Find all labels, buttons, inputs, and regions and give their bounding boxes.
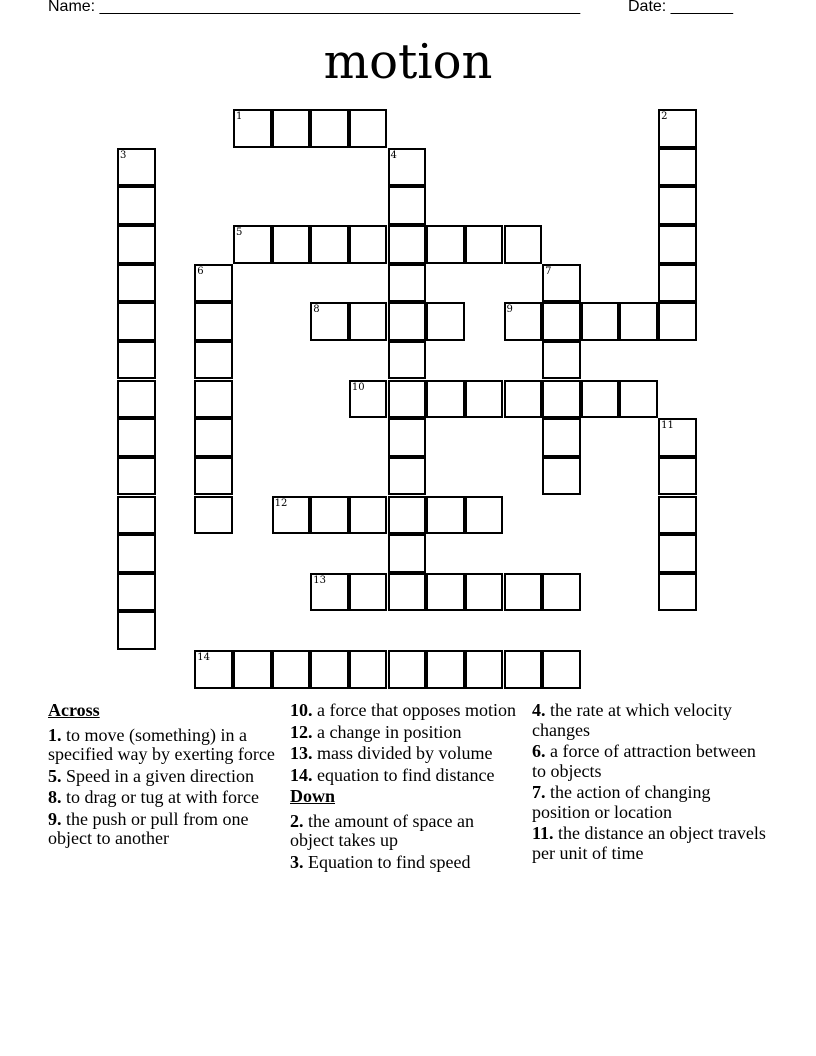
grid-cell[interactable]	[542, 457, 581, 496]
date-field-label: Date: _______	[628, 0, 733, 15]
grid-cell[interactable]	[581, 380, 620, 419]
grid-cell[interactable]	[117, 341, 156, 380]
grid-cell[interactable]	[465, 650, 504, 689]
grid-cell[interactable]	[658, 264, 697, 303]
grid-cell[interactable]	[504, 225, 543, 264]
cell-number: 12	[274, 497, 288, 509]
grid-cell[interactable]	[504, 380, 543, 419]
grid-cell[interactable]	[194, 457, 233, 496]
grid-cell[interactable]	[388, 225, 427, 264]
across-clue-9: 9. the push or pull from one object to another	[48, 808, 249, 848]
grid-cell[interactable]	[658, 534, 697, 573]
cell-number: 13	[313, 574, 326, 586]
name-field-label: Name: ______________________________________________________	[48, 0, 581, 15]
down-clue-11: 11. the distance an object travels per unit of time	[532, 823, 766, 863]
grid-cell[interactable]	[426, 573, 465, 612]
grid-cell[interactable]	[542, 264, 581, 303]
grid-cell[interactable]	[117, 573, 156, 612]
grid-cell[interactable]	[117, 264, 156, 303]
grid-cell[interactable]	[349, 302, 388, 341]
puzzle-title: motion	[323, 34, 493, 90]
grid-cell[interactable]	[658, 225, 697, 264]
cell-number: 6	[197, 265, 204, 277]
grid-cell[interactable]	[658, 302, 697, 341]
across-heading: Across	[48, 700, 100, 720]
grid-cell[interactable]	[117, 611, 156, 650]
grid-cell[interactable]	[388, 534, 427, 573]
grid-cell[interactable]	[388, 457, 427, 496]
cell-number: 2	[661, 111, 668, 122]
across-clue-14: 14. equation to find distance	[290, 764, 495, 785]
grid-cell[interactable]	[117, 380, 156, 419]
cell-number: 4	[390, 149, 397, 161]
grid-cell[interactable]	[349, 496, 388, 535]
grid-cell[interactable]	[310, 496, 349, 535]
down-clue-6: 6. a force of attraction between to objects	[532, 741, 756, 781]
grid-cell[interactable]	[504, 573, 543, 612]
grid-cell[interactable]	[272, 650, 311, 689]
down-clue-7: 7. the action of changing position or location	[532, 782, 711, 822]
down-clue-3: 3. Equation to find speed	[290, 851, 471, 872]
clue-column-2	[290, 701, 520, 874]
grid-cell[interactable]	[388, 341, 427, 380]
grid-cell[interactable]	[310, 302, 349, 341]
grid-cell[interactable]	[233, 650, 272, 689]
grid-cell[interactable]	[542, 418, 581, 457]
grid-cell[interactable]	[233, 109, 272, 148]
grid-cell[interactable]	[388, 650, 427, 689]
cell-number: 14	[197, 652, 211, 664]
grid-cell[interactable]	[658, 496, 697, 535]
grid-cell[interactable]	[426, 302, 465, 341]
grid-cell[interactable]	[117, 186, 156, 225]
grid-cell[interactable]	[117, 148, 156, 187]
across-clue-5: 5. Speed in a given direction	[48, 765, 254, 786]
grid-cell[interactable]	[658, 573, 697, 612]
grid-cell[interactable]	[388, 264, 427, 303]
grid-cell[interactable]	[272, 109, 311, 148]
down-clue-2: 2. the amount of space an object takes up	[290, 810, 474, 850]
grid-cell[interactable]	[349, 573, 388, 612]
grid-cell[interactable]	[233, 225, 272, 264]
grid-cell[interactable]	[465, 573, 504, 612]
grid-cell[interactable]	[542, 573, 581, 612]
grid-cell[interactable]	[194, 418, 233, 457]
grid-cell[interactable]	[658, 418, 697, 457]
grid-cell[interactable]	[388, 573, 427, 612]
grid-cell[interactable]	[194, 380, 233, 419]
grid-cell[interactable]	[426, 496, 465, 535]
grid-cell[interactable]	[310, 573, 349, 612]
grid-cell[interactable]	[542, 380, 581, 419]
grid-cell[interactable]	[388, 380, 427, 419]
cell-number: 9	[506, 304, 513, 316]
grid-cell[interactable]	[465, 496, 504, 535]
grid-cell[interactable]	[619, 302, 658, 341]
grid-cell[interactable]	[465, 380, 504, 419]
grid-cell[interactable]	[117, 225, 156, 264]
grid-cell[interactable]	[658, 109, 697, 148]
grid-cell[interactable]	[388, 302, 427, 341]
across-clue-13: 13. mass divided by volume	[290, 743, 493, 763]
across-clue-1: 1. to move (something) in a specified way by exerting force	[48, 724, 275, 764]
across-clue-8: 8. to drag or tug at with force	[48, 787, 259, 807]
grid-cell[interactable]	[388, 186, 427, 225]
grid-cell[interactable]	[619, 380, 658, 419]
grid-cell[interactable]	[194, 264, 233, 303]
cell-number: 11	[661, 420, 674, 432]
grid-cell[interactable]	[426, 225, 465, 264]
grid-cell[interactable]	[117, 534, 156, 573]
grid-cell[interactable]	[272, 225, 311, 264]
grid-cell[interactable]	[349, 225, 388, 264]
grid-cell[interactable]	[349, 650, 388, 689]
cell-number: 10	[351, 381, 365, 393]
across-clue-12: 12. a change in position	[290, 721, 462, 742]
grid-cell[interactable]	[504, 302, 543, 341]
grid-cell[interactable]	[504, 650, 543, 689]
grid-cell[interactable]	[194, 302, 233, 341]
grid-cell[interactable]	[658, 186, 697, 225]
clue-column-3	[532, 701, 768, 865]
grid-cell[interactable]	[581, 302, 620, 341]
grid-cell[interactable]	[426, 380, 465, 419]
grid-cell[interactable]	[194, 341, 233, 380]
grid-cell[interactable]	[117, 457, 156, 496]
grid-cell[interactable]	[388, 418, 427, 457]
grid-cell[interactable]	[349, 380, 388, 419]
cell-number: 8	[313, 304, 320, 316]
grid-cell[interactable]	[310, 650, 349, 689]
grid-cell[interactable]	[310, 225, 349, 264]
cell-number: 1	[235, 111, 243, 122]
grid-cell[interactable]	[349, 109, 388, 148]
grid-cell[interactable]	[194, 650, 233, 689]
cell-number: 7	[545, 265, 552, 277]
grid-cell[interactable]	[194, 496, 233, 535]
grid-cell[interactable]	[272, 496, 311, 535]
grid-cell[interactable]	[310, 109, 349, 148]
grid-cell[interactable]	[117, 302, 156, 341]
down-clue-4: 4. the rate at which velocity changes	[532, 700, 732, 740]
grid-cell[interactable]	[542, 341, 581, 380]
grid-cell[interactable]	[388, 148, 427, 187]
cell-number: 5	[235, 226, 243, 238]
grid-cell[interactable]	[388, 496, 427, 535]
grid-cell[interactable]	[542, 650, 581, 689]
grid-cell[interactable]	[117, 418, 156, 457]
grid-cell[interactable]	[658, 457, 697, 496]
grid-cell[interactable]	[426, 650, 465, 689]
cell-number: 3	[120, 149, 127, 161]
clue-column-1	[48, 701, 284, 851]
down-heading: Down	[290, 786, 336, 806]
across-clue-10: 10. a force that opposes motion	[290, 700, 516, 720]
grid-cell[interactable]	[542, 302, 581, 341]
grid-cell[interactable]	[658, 148, 697, 187]
grid-cell[interactable]	[117, 496, 156, 535]
grid-cell[interactable]	[465, 225, 504, 264]
